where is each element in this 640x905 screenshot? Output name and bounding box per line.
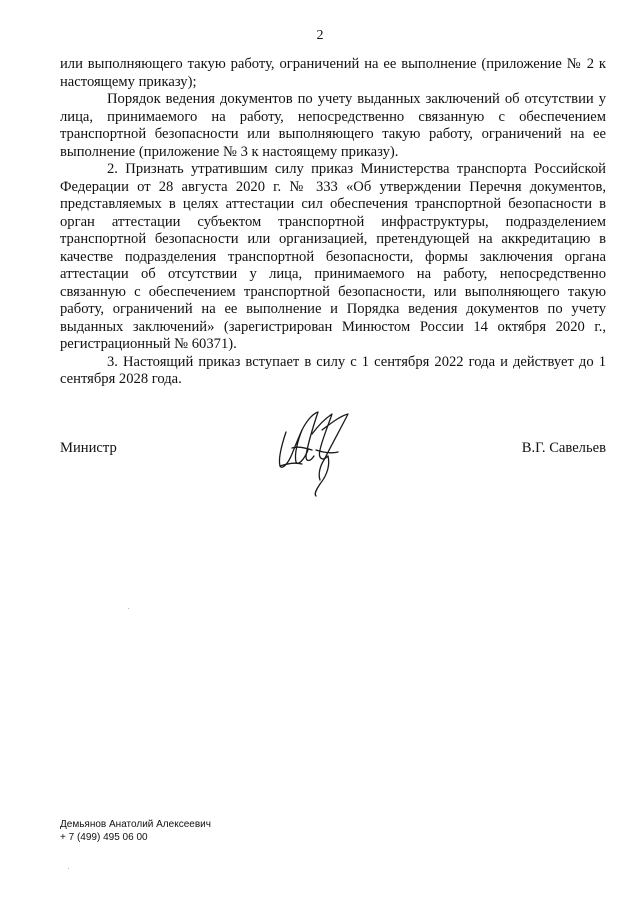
executor-phone: + 7 (499) 495 06 00 xyxy=(60,832,148,843)
paragraph-appendix-3: Порядок ведения документов по учету выданных заключений об отсутствии у лица, принимаемого на работу, непосредственно связанную с обеспечением транспортной безопасности или выполняющего такую работу, ограничений на ее выполнение (приложение № 3 к настоящему приказу). xyxy=(60,91,606,160)
signatory-name: В.Г. Савельев xyxy=(521,440,606,456)
scan-speck xyxy=(68,868,69,869)
handwritten-signature xyxy=(272,404,372,499)
scan-speck xyxy=(128,608,129,609)
executor-contacts xyxy=(60,818,211,844)
paragraph-appendix-2-continuation: или выполняющего такую работу, ограничений на ее выполнение (приложение № 2 к настоящему приказу); xyxy=(60,56,606,90)
paragraph-item-2: 2. Признать утратившим силу приказ Министерства транспорта Российской Федерации от 28 августа 2020 г. № 333 «Об утверждении Перечня документов, представляемых в целях аттестации сил обеспечения транспортной безопасности в орган аттестации субъектом транспортной инфраструктуры, подразделением транспортной безопасности или организацией, претендующей на аккредитацию в качестве подразделения транспортной безопасности, формы заключения органа аттестации об отсутствии у лица, принимаемого на работу, непосредственно связанную с обеспечением транспортной безопасности, или выполняющего такую работу, ограничений на ее выполнение и Порядка ведения документов по учету выданных заключений» (зарегистрирован Минюстом России 14 октября 2020 г., регистрационный № 60371). xyxy=(60,161,606,352)
document-body xyxy=(60,56,606,389)
page-number: 2 xyxy=(316,28,324,43)
signatory-title: Министр xyxy=(60,440,117,456)
executor-name: Демьянов Анатолий Алексеевич xyxy=(60,819,211,830)
paragraph-item-3: 3. Настоящий приказ вступает в силу с 1 сентября 2022 года и действует до 1 сентября 2028 года. xyxy=(60,353,606,387)
